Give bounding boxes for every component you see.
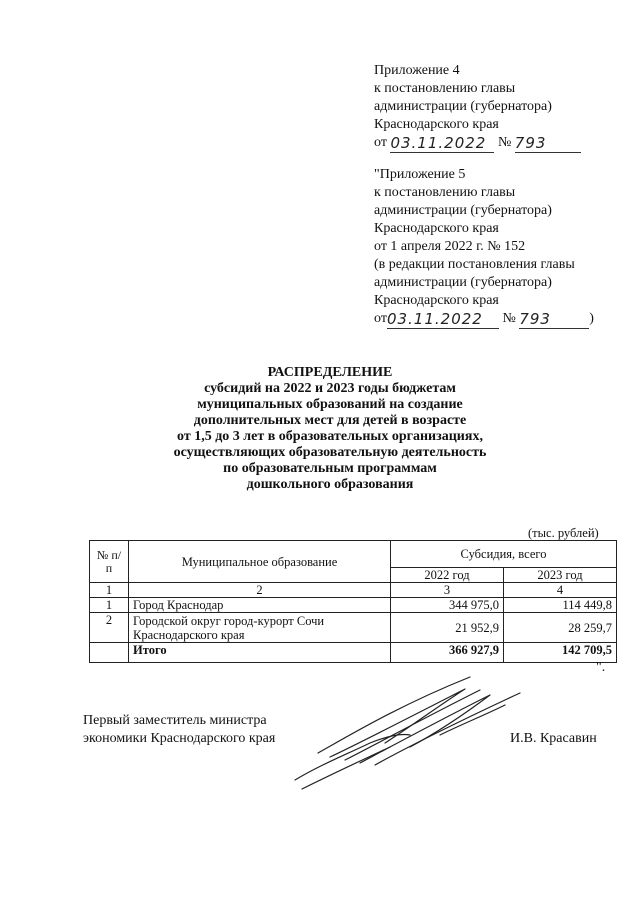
- table-total-row: [90, 643, 617, 663]
- appendix5-number-handwritten: 793: [519, 310, 589, 329]
- row-value-2022: 344 975,0: [391, 598, 504, 613]
- column-number-4: 4: [504, 583, 617, 598]
- appendix5-number-sign: №: [502, 311, 516, 326]
- appendix5-line-4: Краснодарского края: [374, 221, 499, 236]
- appendix5-date-prefix: от: [374, 311, 387, 326]
- column-number-1: 1: [90, 583, 129, 598]
- title-line-4: дополнительных мест для детей в возрасте: [193, 413, 467, 428]
- title-line-6: осуществляющих образовательную деятельность: [173, 445, 487, 460]
- appendix5-date-handwritten: 03.11.2022: [387, 310, 499, 329]
- title-line-2: субсидий на 2022 и 2023 годы бюджетам: [204, 381, 456, 396]
- signer-name: И.В. Красавин: [510, 731, 597, 746]
- appendix4-date-prefix: от: [374, 135, 387, 150]
- column-number-2: 2: [129, 583, 391, 598]
- handwritten-signature: [290, 665, 540, 795]
- row-number: 1: [90, 598, 129, 613]
- column-number-3: 3: [391, 583, 504, 598]
- units-label: (тыс. рублей): [528, 526, 599, 540]
- appendix4-date-handwritten: 03.11.2022: [390, 134, 494, 153]
- table-row: [90, 613, 617, 643]
- total-label: Итого: [129, 643, 391, 663]
- appendix5-line-1: "Приложение 5: [374, 167, 466, 182]
- header-subsidy: Субсидия, всего: [391, 541, 617, 568]
- appendix5-line-3: администрации (губернатора): [374, 203, 552, 218]
- title-line-5: от 1,5 до 3 лет в образовательных организациях,: [177, 429, 483, 444]
- table-row: [90, 598, 617, 613]
- total-empty-cell: [90, 643, 129, 663]
- title-line-7: по образовательным программам: [223, 461, 437, 476]
- appendix5-line-5: от 1 апреля 2022 г. № 152: [374, 239, 526, 254]
- row-number: 2: [90, 613, 129, 643]
- title-line-1: РАСПРЕДЕЛЕНИЕ: [267, 365, 393, 380]
- appendix4-date-line: [374, 134, 581, 153]
- row-municipality: Городской округ город-курорт Сочи Краснодарского края: [129, 613, 391, 643]
- signer-position-line-2: экономики Краснодарского края: [83, 731, 276, 746]
- total-value-2023: 142 709,5: [504, 643, 617, 663]
- row-value-2022: 21 952,9: [391, 613, 504, 643]
- appendix5-line-8: Краснодарского края: [374, 293, 499, 308]
- appendix5-close-paren: ): [589, 311, 594, 326]
- appendix5-date-line: [374, 310, 594, 329]
- appendix4-number-handwritten: 793: [515, 134, 581, 153]
- appendix5-line-7: администрации (губернатора): [374, 275, 552, 290]
- appendix4-line-2: к постановлению главы: [374, 81, 516, 96]
- appendix4-line-4: Краснодарского края: [374, 117, 499, 132]
- header-number: № п/п: [90, 541, 129, 583]
- end-quote-mark: ".: [596, 660, 606, 675]
- row-municipality: Город Краснодар: [129, 598, 391, 613]
- title-line-8: дошкольного образования: [246, 477, 414, 492]
- header-municipality: Муниципальное образование: [129, 541, 391, 583]
- title-line-3: муниципальных образований на создание: [197, 397, 463, 412]
- appendix4-number-sign: №: [497, 135, 512, 150]
- appendix5-line-2: к постановлению главы: [374, 185, 516, 200]
- row-value-2023: 114 449,8: [504, 598, 617, 613]
- signer-position-line-1: Первый заместитель министра: [83, 713, 267, 728]
- appendix4-line-3: администрации (губернатора): [374, 99, 552, 114]
- appendix5-line-6: (в редакции постановления главы: [374, 257, 575, 272]
- appendix4-line-1: Приложение 4: [374, 63, 460, 78]
- header-year-2022: 2022 год: [391, 568, 504, 583]
- subsidy-table: [89, 540, 617, 663]
- total-value-2022: 366 927,9: [391, 643, 504, 663]
- row-value-2023: 28 259,7: [504, 613, 617, 643]
- header-year-2023: 2023 год: [504, 568, 617, 583]
